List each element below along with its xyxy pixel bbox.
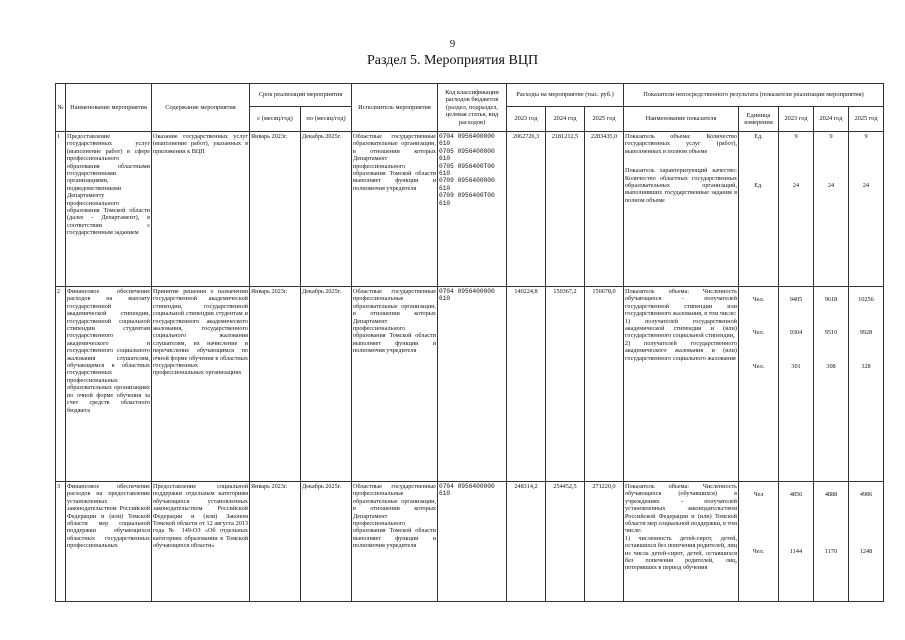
indicator-value: 1144 <box>789 548 803 556</box>
budget-code: 0704 0956400000 610 <box>438 482 507 602</box>
expense-2024: 254452,5 <box>546 482 585 602</box>
indicator-names <box>624 287 739 482</box>
table-row <box>56 132 884 287</box>
table-row <box>56 287 884 482</box>
indicator-value: 24 <box>827 182 835 190</box>
indicator-value: 328 <box>861 362 871 370</box>
indicator-value: 4856 <box>789 491 803 498</box>
budget-code: 0704 0956400000 610 0705 0956400000 610 0705 0956400Т00 610 0709 0956400000 610 0709 0956400Т00 610 <box>438 132 507 287</box>
header-content: Содержание мероприятия <box>152 84 250 132</box>
indicator-value: 308 <box>826 362 836 370</box>
indicator-2023 <box>779 287 814 482</box>
indicator-name: Показатель объема: Количество государственных услуг (работ), выполненных в полном объеме <box>625 133 737 155</box>
indicator-value: 1170 <box>824 548 838 556</box>
expense-2025: 2283435,0 <box>585 132 624 287</box>
indicator-value: 9510 <box>824 329 838 337</box>
indicator-2023 <box>779 482 814 602</box>
indicator-2024 <box>814 482 849 602</box>
indicator-value: 9 <box>864 133 868 140</box>
indicator-name: 1) получателей государственной академической стипендии и (или) государственного социальной стипендии, <box>625 317 737 340</box>
indicator-value: 10256 <box>858 296 874 303</box>
expense-2024: 150367,2 <box>546 287 585 482</box>
header-exp-2023: 2023 год <box>507 107 546 132</box>
activity-name: Финансовое обеспечение расходов на выплату государственной академической стипендии, государственной социальной стипендии студентам государственного академического и государственного социального жалования слушателям, обучающимся в областных государственных профессиональных образовательных организациях по очной форме обучения за счет средств областного бюджета <box>66 287 152 482</box>
row-number: 1 <box>56 132 66 287</box>
expense-2023: 2062726,3 <box>507 132 546 287</box>
indicator-value: 9 <box>794 133 798 140</box>
indicator-value: 9 <box>829 133 833 140</box>
budget-code: 0704 0956400000 610 <box>438 287 507 482</box>
indicator-value: 301 <box>791 362 801 370</box>
indicator-name: Показатель объема: Численность обучающихся - получателей государственной стипендии или государственного жалования, в том числе: <box>625 288 737 318</box>
activity-name: Финансовое обеспечение расходов на предоставление установленных законодательством Российской Федерации и (или) Томской области мер социальной поддержки обучающихся областных государственных профессиональных <box>66 482 152 602</box>
indicator-2025 <box>849 132 884 287</box>
period-from: Январь 2023г. <box>250 482 301 602</box>
indicator-2024 <box>814 287 849 482</box>
activity-content: Принятие решения о назначении государственной академической стипендии, государственной социальной стипендии студентам и государственного академического жалования, государственного социального жалования слушателям, их начисление и перечисление обучающимся по очной форме обучения в областных государственных профессиональных организациях <box>152 287 250 482</box>
header-executor: Исполнитель мероприятия <box>352 84 438 132</box>
indicator-unit: Чел. <box>752 296 765 303</box>
indicator-value: 24 <box>862 182 870 190</box>
indicator-unit: Чел. <box>752 329 765 337</box>
expense-2025: 156678,0 <box>585 287 624 482</box>
activities-table <box>55 83 884 602</box>
indicator-value: 1248 <box>859 548 873 556</box>
header-period: Срок реализации мероприятия <box>250 84 352 107</box>
page-number: 9 <box>449 38 456 50</box>
indicator-units <box>739 132 779 287</box>
indicator-name: 2) получателей государственного академического жалования и (или) государственного социального жалования <box>625 339 737 362</box>
indicator-value: 9405 <box>789 296 803 303</box>
header-exp-2025: 2025 год <box>585 107 624 132</box>
indicator-2023 <box>779 132 814 287</box>
expense-2025: 271220,0 <box>585 482 624 602</box>
header-name: Наименование мероприятия <box>66 84 152 132</box>
period-to: Декабрь 2025г. <box>301 132 352 287</box>
header-indicator-name: Наименование показателя <box>624 107 739 132</box>
header-row-1 <box>56 84 884 107</box>
indicator-name: Показатель объема: Численность обучающихся (обучавшихся) в учреждениях - получателей установленных законодательством Российской Федерации и (или) Томской области мер социальной поддержки, в том числе: <box>625 483 737 535</box>
period-to: Декабрь 2025г. <box>301 482 352 602</box>
indicator-2025 <box>849 287 884 482</box>
activity-content: Оказание государственных услуг (выполнение работ), указанных в приложении к ВЦП <box>152 132 250 287</box>
header-expenses: Расходы на мероприятие (тыс. руб.) <box>507 84 624 107</box>
table-row <box>56 482 884 602</box>
indicator-value: 4888 <box>824 491 838 498</box>
row-number: 2 <box>56 287 66 482</box>
section-title: Раздел 5. Мероприятия ВЦП <box>366 53 539 68</box>
indicator-2025 <box>849 482 884 602</box>
row-number: 3 <box>56 482 66 602</box>
executor: Областные государственные профессиональные образовательные организации, в отношении которых Департамент профессионального образования Томской области выполняет функции и полномочия учредителя <box>352 482 438 602</box>
indicator-value: 24 <box>792 182 800 190</box>
indicator-units <box>739 287 779 482</box>
indicator-unit: Чел. <box>752 362 765 370</box>
expense-2023: 140224,8 <box>507 287 546 482</box>
indicator-unit: Чел. <box>752 548 765 556</box>
indicator-2024 <box>814 132 849 287</box>
period-from: Январь 2023г. <box>250 132 301 287</box>
indicator-name: Показатель характеризующий качество: Количество областных государственных образовательных организаций, выполнивших государственные задания в полном объеме <box>625 167 737 204</box>
indicator-value: 9304 <box>789 329 803 337</box>
header-unit: Единица измерения <box>739 107 779 132</box>
period-to: Декабрь 2025г. <box>301 287 352 482</box>
indicator-names <box>624 132 739 287</box>
expense-2023: 248314,2 <box>507 482 546 602</box>
header-no: № <box>56 84 66 132</box>
executor: Областные государственные профессиональные образовательные организации, в отношении которых Департамент профессионального образования Томской области выполняет функции и полномочия учредителя <box>352 287 438 482</box>
indicator-units <box>739 482 779 602</box>
executor: Областные государственные образовательные организации, в отношении которых Департамент профессионального образования Томской области выполняет функции и полномочия учредителя <box>352 132 438 287</box>
indicator-unit: Чел <box>753 491 764 498</box>
indicator-unit: Ед. <box>754 182 763 190</box>
header-code: Код классификации расходов бюджетов (раздел, подраздел, целевая статья, вид расходов) <box>438 84 507 132</box>
period-from: Январь 2023г. <box>250 287 301 482</box>
header-ind-2023: 2023 год <box>779 107 814 132</box>
header-period-to: по (месяц/год) <box>301 107 352 132</box>
indicator-names <box>624 482 739 602</box>
indicator-value: 4986 <box>859 491 873 498</box>
header-ind-2024: 2024 год <box>814 107 849 132</box>
header-indicators: Показатели непосредственного результата (показатели реализации мероприятия) <box>624 84 884 107</box>
expense-2024: 2181212,5 <box>546 132 585 287</box>
header-ind-2025: 2025 год <box>849 107 884 132</box>
activity-content: Предоставление социальной поддержки отдельным категориям обучающихся установленных законодательством Российской Федерации и (или) Законом Томской области от 12 августа 2013 года № 149-ОЗ «Об отдельных категориях образовании в Томской обучающихся области» <box>152 482 250 602</box>
indicator-value: 9928 <box>859 329 873 337</box>
indicator-value: 9618 <box>824 296 838 303</box>
header-exp-2024: 2024 год <box>546 107 585 132</box>
indicator-unit: Ед. <box>754 133 763 140</box>
header-period-from: с (месяц/год) <box>250 107 301 132</box>
activity-name: Предоставление государственных услуг (выполнение работ) в сфере профессионального образования областными государственными организациями, подведомственными Департаменту профессионального образования Томской области (далее - Департамент), в соответствии с государственным заданием <box>66 132 152 287</box>
indicator-name: 1) численность детей-сирот, детей, оставшихся без попечения родителей, лиц из числа детей-сирот, детей, оставшихся без попечения родителей, лиц, потерявших в период обучения <box>625 534 737 572</box>
